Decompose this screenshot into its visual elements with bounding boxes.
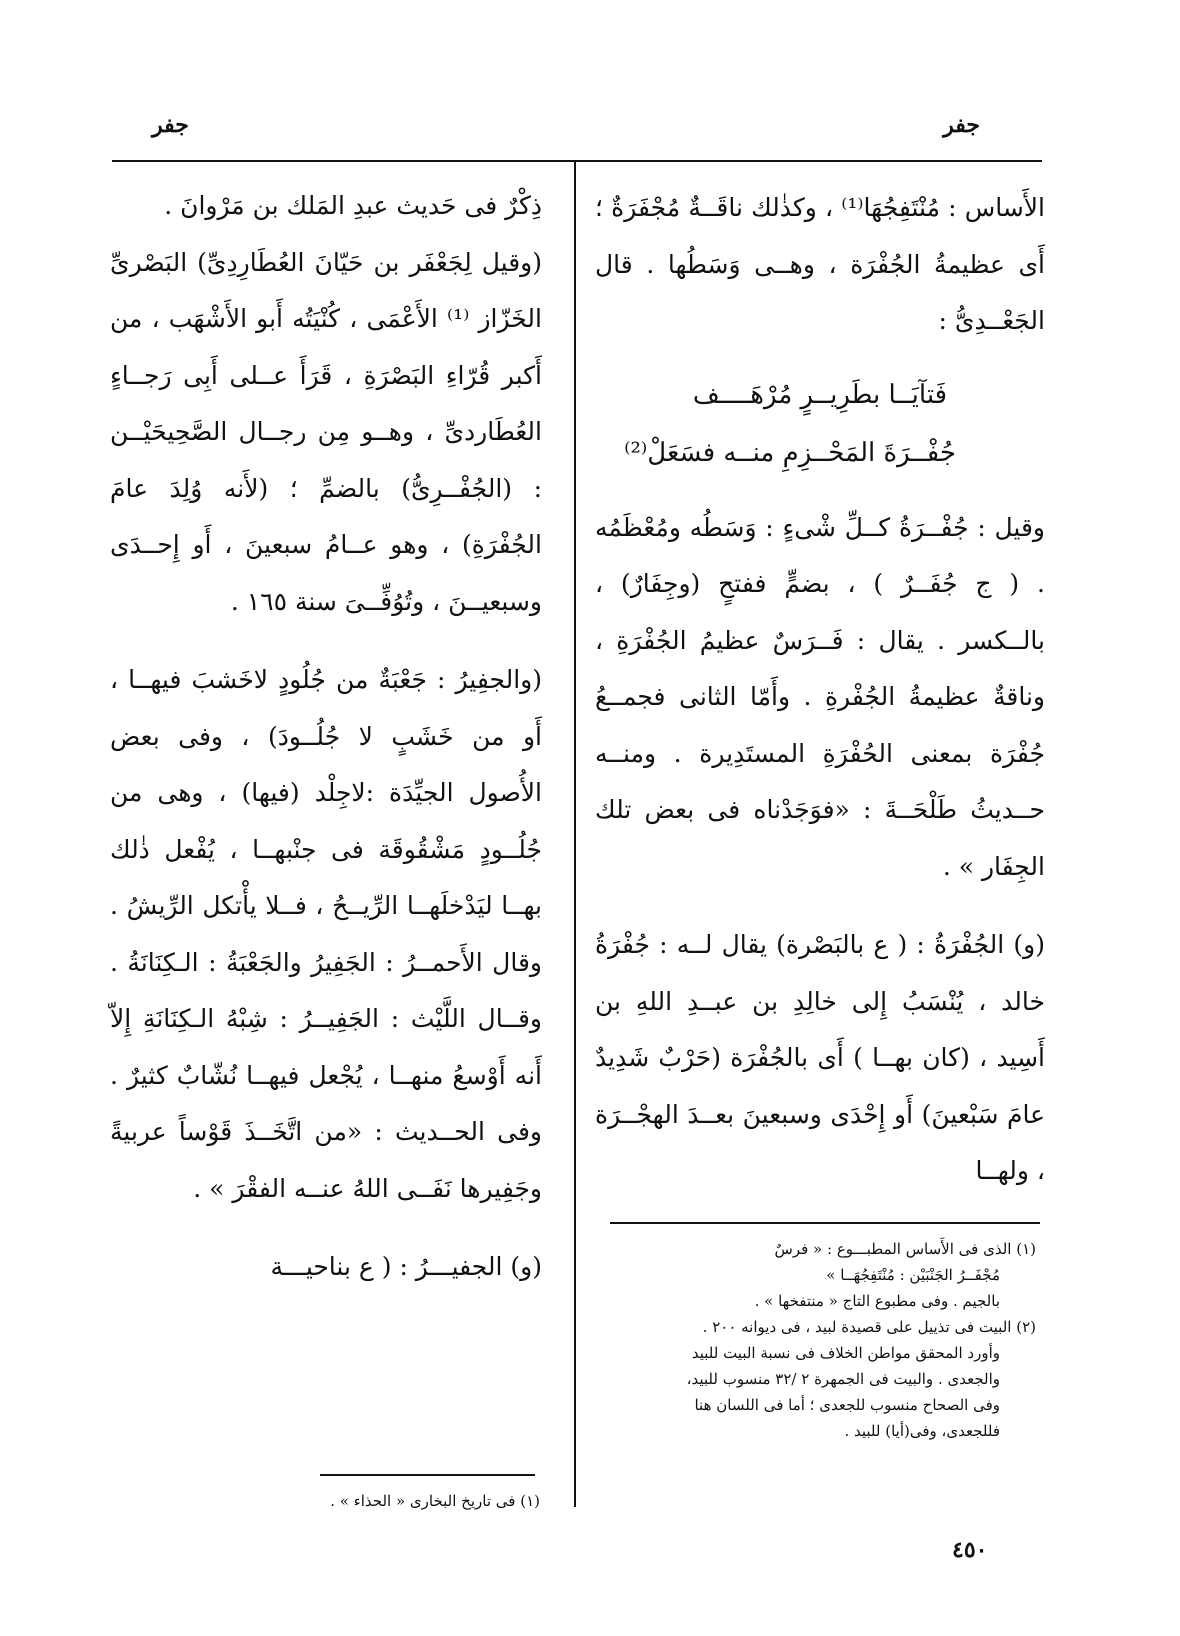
footnote-line: بالجيم . وفى مطبوع التاج « منتفخها » . xyxy=(754,1292,1000,1310)
right-paragraph-3: (و) الجُفْرَةُ : ( ع بالبَصْرة) يقال لــه : جُفْرَةُ خالد ، يُنْسَبُ إِلى خالِدِ بن عبــدِ اللهِ بن أَسِيد ، (كان بهــا ) أَى بالجُفْرَة (حَرْبٌ شَدِيدٌ عامَ سَبْعينَ) أَو إِحْدَى وسبعينَ بعــدَ الهجْــرَة ، ولهــا xyxy=(595,930,1045,1185)
left-paragraph-4: (و) الجفيـــرُ : ( ع بناحيـــة xyxy=(270,1252,542,1281)
footnote-line: وأورد المحقق مواطن الخلاف فى نسبة البيت للبيد xyxy=(691,1344,1000,1362)
footnote-line: مُجْفَــرُ الجَنْبَيْن : مُنْتَفِجُهَــا » xyxy=(826,1266,1000,1284)
footnote-line: وفى الصحاح منسوب للجعدى ؛ أما فى اللسان هنا xyxy=(694,1396,1000,1414)
left-column xyxy=(110,178,542,1296)
footnote-rule-right xyxy=(610,1222,1040,1224)
paragraph-gap xyxy=(110,630,542,652)
verse-line-1: فَتآيَــا بطَرِيــرٍ مُرْهَــــف xyxy=(692,379,948,410)
right-paragraph-2: وقيل : جُفْــرَةُ كــلِّ شْىءٍ : وَسَطُه ومُعْظَمُه . ( ج جُفَــرٌ ) ، بضمٍّ ففتحٍ (وجِفَارٌ) ، بالــكسر . يقال : فَــرَسٌ عظيمُ الجُفْرَةِ ، وناقةٌ عظيمةُ الجُفْرةِ . وأَمّا الثانى فجمــعُ جُفْرَة بمعنى الحُفْرَةِ المستَدِيرة . ومنــه حــديثُ طَلْحَــةَ : «فوَجَدْناه فى بعض تلك الجِفَار » . xyxy=(595,512,1045,881)
header-right-word: جفر xyxy=(943,112,980,138)
paragraph-gap xyxy=(110,1217,542,1239)
footnote-line: (١) فى تاريخ البخارى « الحذاء » . xyxy=(330,1492,540,1510)
right-column xyxy=(595,180,1045,1200)
verse xyxy=(595,366,1045,482)
footnotes-left xyxy=(200,1488,540,1514)
footnotes-right xyxy=(598,1236,1036,1444)
left-paragraph-3: (والجفِيرُ : جَعْبَةٌ من جُلُودٍ لاخَشبَ فيهــا ، أَو من خَشَبٍ لا جُلُــودَ) ، وفى بعض الأُصول الجيِّدَة :لاجِلْد (فيها) ، وهى من جُلُــودٍ مَشْقُوقَة فى جنْبهــا ، يُفْعل ذٰلك بهــا ليَدْخلَهــا الرِّيــحُ ، فــلا يأْتكل الرِّيشُ . وقال الأَحمــرُ : الجَفِيرُ والجَعْبَةُ : الـكِنَانَةُ . وقــال اللَّيْث : الجَفِيــرُ : شِبْهُ الـكِنَانَةِ إِلاّ أَنه أَوْسعُ منهــا ، يُجْعل فيهــا نُشّابٌ كثيرٌ . وفى الحــديث : «من اتَّخَــذَ قَوْساً عربيةً وجَفِيرها نَفَــى اللهُ عنــه الفقْرَ » . xyxy=(110,665,542,1203)
footnote-line: (١) الذى فى الأَساس المطبـــوع : « فرسٌ xyxy=(774,1240,1036,1258)
footnote-line: فللجعدى، وفى(أيا) للبيد . xyxy=(844,1422,1000,1440)
footnote-rule-left xyxy=(320,1474,535,1476)
left-paragraph-1: ذِكْرٌ فى حَديث عبدِ المَلك بن مَرْوانَ . xyxy=(164,191,542,220)
left-paragraph-2: (وقيل لِجَعْفَر بن حَيّانَ العُطَارِدِىِّ) البَصْرىِّ الخَزّاز ⁽¹⁾ الأَعْمَى ، كُنْيَتُه أَبو الأَشْهَب ، من أَكبر قُرّاءِ البَصْرَةِ ، قَرَأَ عــلى أَبِى رَجــاءٍ العُطَاردىِّ ، وهــو مِن رجــال الصَّحِيحَيْــن : (الجُفْــرِىُّ) بالضمِّ ؛ (لأَنه وُلِدَ عامَ الجُفْرَةِ) ، وهو عــامُ سبعينَ ، أَو إِحــدَى وسبعيــنَ ، وتُوُفِّــىَ سنة ١٦٥ . xyxy=(110,247,542,616)
paragraph-gap xyxy=(595,895,1045,917)
header-left-word: جفر xyxy=(152,112,189,138)
header-rule xyxy=(112,160,1042,162)
page-number: ٤٥٠ xyxy=(952,1537,988,1563)
right-paragraph-1: الأَساس : مُنْتَفِجُهَا⁽¹⁾ ، وكذٰلك ناقَــةٌ مُجْفَرَةٌ ؛ أَى عظيمةُ الجُفْرَة ، وهــى وَسَطُها . قال الجَعْــدِىُّ : xyxy=(595,193,1045,335)
column-divider xyxy=(574,162,576,1507)
footnote-line: والجعدى . والبيت فى الجمهرة ٢ /٣٢ منسوب للبيد، xyxy=(686,1370,1000,1388)
footnote-line: (٢) البيت فى تذييل على قصيدة لبيد ، فى ديوانه ٢٠٠ . xyxy=(702,1318,1036,1336)
verse-line-2: جُفْــرَةَ المَحْــزِمِ منــه فسَعَلْ⁽²⁾ xyxy=(624,437,956,468)
